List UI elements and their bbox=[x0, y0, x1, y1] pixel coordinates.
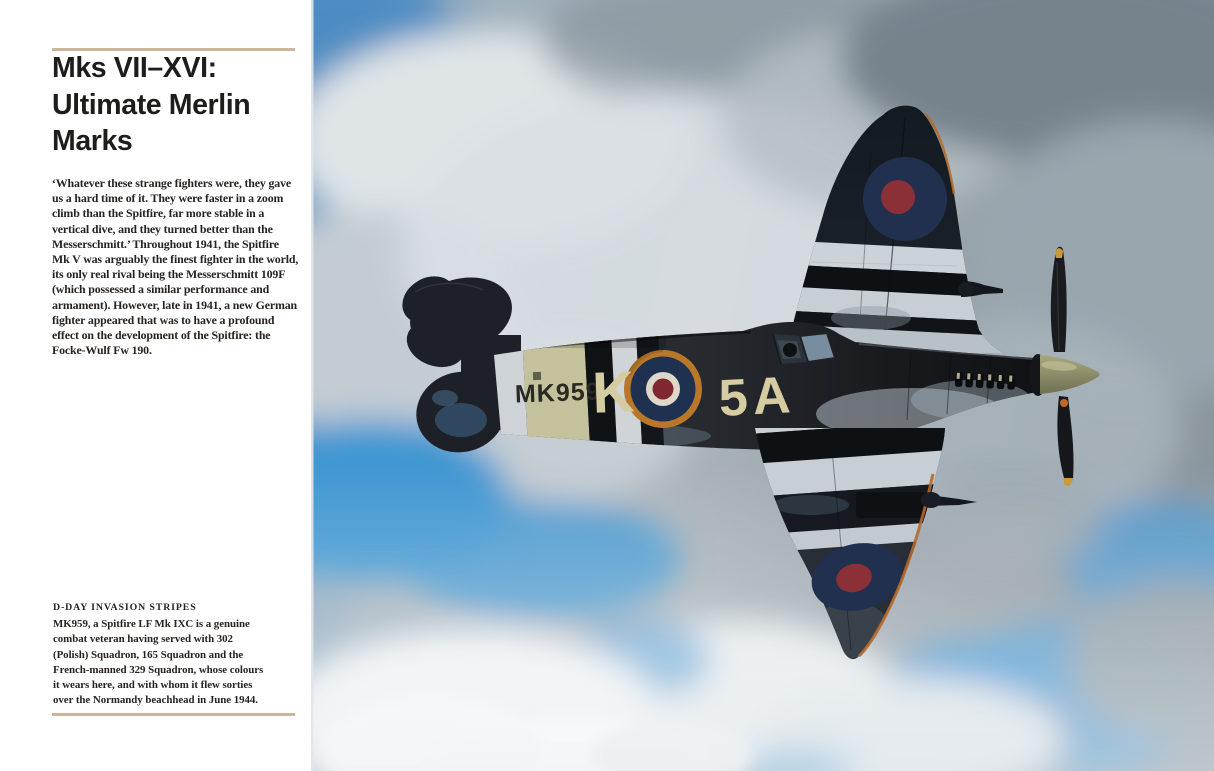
serial-number-text: MK959 bbox=[514, 377, 601, 409]
photo-left-edge bbox=[311, 0, 314, 771]
propeller-logo bbox=[1060, 399, 1068, 407]
spitfire-photo-svg bbox=[311, 0, 1214, 771]
left-text-column bbox=[0, 0, 311, 771]
code-letter-k-text: K bbox=[591, 359, 636, 426]
pilot-silhouette bbox=[783, 343, 797, 357]
code-5a-text: 5A bbox=[717, 366, 797, 428]
bottom-rule bbox=[52, 713, 295, 716]
spitfire-photo bbox=[311, 0, 1214, 771]
section-heading: Mks VII–XVI: Ultimate Merlin Marks bbox=[52, 52, 251, 157]
caption-title: D-DAY INVASION STRIPES bbox=[53, 602, 197, 613]
caption-text: MK959, a Spitfire LF Mk IXC is a genuine combat veteran having served with 302 (Polish) Squadron, 165 Squadron and the French-manned 329 Squadron, whose colours it wears here, and with whom it flew sorties over the Normandy beachhead in June 1944. bbox=[53, 618, 264, 707]
body-paragraph: ‘Whatever these strange fighters were, they gave us a hard time of it. They were faster in a zoom climb than the Spitfire, far more stable in a vertical dive, and they turned better than the Messerschmitt.’ Throughout 1941, the Spitfire Mk V was arguably the finest fighter in the world, its only real rival being the Messerschmitt 109F (which possessed a similar performance and armament). However, late in 1941, a new German fighter appeared that was to have a profound effect on the development of the Spitfire: the Focke-Wulf Fw 190. bbox=[52, 176, 299, 358]
photo-caption bbox=[53, 601, 273, 709]
fuselage-roundel bbox=[624, 350, 702, 428]
cockpit-canopy bbox=[773, 333, 835, 364]
